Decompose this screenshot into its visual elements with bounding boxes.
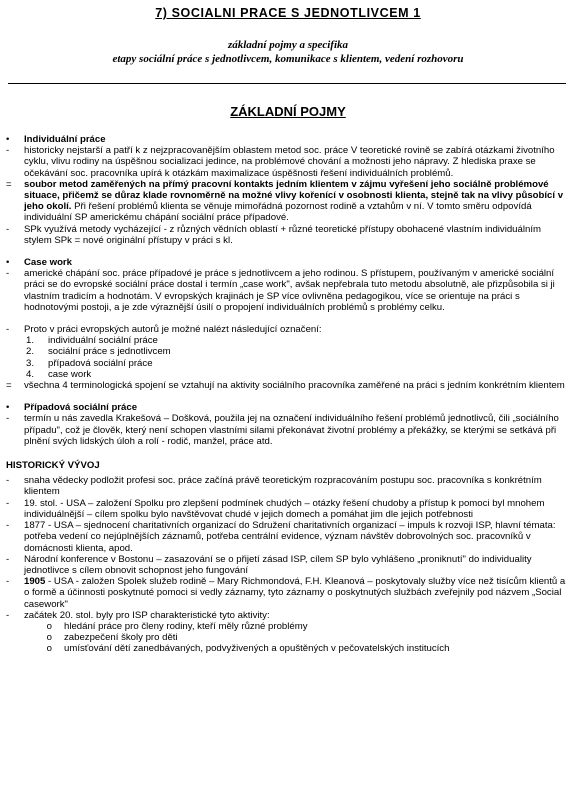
bold-text: soubor metod zaměřených na přímý pracovní kontakts jedním klientem v zájmu vyřešení jeho sociálně problémové situace, přičemž se důraz klade rovnoměrně na možné vlivy kořenící v osobnosti klienta, stejně tak na vlivy působící v jeho okolí. — [24, 178, 564, 213]
item-text: začátek 20. stol. byly pro ISP charakteristické tyto aktivity: — [24, 609, 270, 621]
list-item — [6, 498, 568, 520]
item-text: case work — [48, 368, 92, 380]
dash-marker: - — [6, 576, 10, 588]
item-text: SPk využívá metody vycházející - z různých vědních oblastí + různé teoretické přístupy obohacené vlastním individuálním stylem SPk = nové originální přístupy v práci s kl. — [24, 223, 541, 246]
item-text: historicky nejstarší a patří k z nejzpracovanějším oblastem metod soc. práce V teoretické rovině se zabírá otázkami životního cyklu, vlivu rodiny na úspěšnou socializaci jedince, na problémové chování a možnosti jeho nápravy. Z hlediska praxe se očekávání soc. pracovníka upírá k otázkám maximalizace úspěšnosti řešení individuálních problémů. — [24, 145, 555, 179]
item-number: 1. — [26, 335, 35, 347]
item-text: snaha vědecky podložit profesi soc. práce začíná právě teoretickým rozpracováním postupu soc. pracovníka s konkrétním klientem — [24, 475, 542, 498]
item-text: případová sociální práce — [48, 357, 153, 369]
dash-marker: - — [6, 475, 10, 487]
document-title: 7) SOCIALNI PRACE S JEDNOTLIVCEM 1 — [155, 6, 421, 20]
list-item — [6, 520, 568, 554]
item-text: 19. stol. - USA – založení Spolku pro zlepšení podmínek chudých – otázky řešení chudoby a přístup k pomoci byl mnohem individuálnější – cílem spolku bylo navštěvovat chudé v jejich domech a pomáhat jim dle jejich potřebnosti — [24, 497, 545, 520]
sub-list-item — [6, 632, 568, 643]
item-number: 2. — [26, 346, 35, 358]
list-item — [6, 145, 568, 179]
equals-marker: = — [6, 178, 12, 190]
dash-marker: - — [6, 413, 10, 425]
horizontal-rule — [8, 83, 566, 84]
spacer — [6, 447, 568, 458]
bullet-icon: • — [6, 402, 10, 414]
item-text: všechna 4 terminologická spojení se vztahují na aktivity sociálního pracovníka zaměřené na práci s jedním konkrétním klientem — [24, 380, 565, 392]
list-item — [6, 576, 568, 610]
numbered-item — [6, 346, 568, 357]
item-text: zabezpečení školy pro děti — [64, 632, 178, 644]
sub-list-item — [6, 621, 568, 632]
item-number: 4. — [26, 368, 35, 380]
item-text: sociální práce s jednotlivcem — [48, 346, 171, 358]
list-item — [6, 554, 568, 576]
item-text: Proto v práci evropských autorů je možné nalézt následující označení: — [24, 324, 322, 336]
item-text: hledání práce pro členy rodiny, kteří měly různé problémy — [64, 620, 308, 632]
document-subtitle — [0, 38, 576, 66]
section-heading: ZÁKLADNÍ POJMY — [230, 104, 346, 119]
item-text: individuální sociální práce — [48, 335, 158, 347]
dash-marker: - — [6, 223, 10, 235]
dash-marker: - — [6, 497, 10, 509]
item-text: soubor metod zaměřených na přímý pracovní kontakts jedním klientem v zájmu vyřešení jeho sociálně problémové situace, přičemž se důraz klade rovnoměrně na možné vlivy kořenící v osobnosti klienta, stejně tak na vlivy působící v jeho okolí. Při řešení problémů klienta se věnuje mimořádná pozornost rodině a vztahům v ní. V tomto směru odpovídá individuální SP americkému chápání sociální práce případové. — [24, 178, 564, 224]
sub-list-item — [6, 643, 568, 654]
numbered-item — [6, 358, 568, 369]
numbered-item — [6, 335, 568, 346]
item-number: 3. — [26, 357, 35, 369]
list-item — [6, 475, 568, 497]
list-item — [6, 324, 568, 335]
list-item — [6, 610, 568, 621]
item-text: Národní konference v Bostonu – zasazování se o přijetí zásad ISP, cílem SP bylo vyhlášeno „proniknutí" do individuality jednotlivce s cílem obnovit schopnost jeho fungování — [24, 553, 532, 576]
spacer — [6, 246, 568, 257]
circle-bullet-icon: o — [46, 620, 52, 632]
dash-marker: - — [6, 268, 10, 280]
dash-marker: - — [6, 553, 10, 565]
dash-marker: - — [6, 609, 10, 621]
subtitle-line-2: etapy sociální práce s jednotlivcem, komunikace s klientem, vedení rozhovoru — [112, 53, 464, 65]
list-item — [6, 413, 568, 447]
item-text: Případová sociální práce — [24, 402, 138, 414]
section-title: HISTORICKÝ VÝVOJ — [6, 460, 100, 472]
list-item — [6, 224, 568, 246]
document-body — [6, 134, 568, 655]
dash-marker: - — [6, 520, 10, 532]
item-text: 1905 - USA - založen Spolek služeb rodině – Mary Richmondová, F.H. Kleanová – poskytovaly služby více než tisícům klientů a o formě a účinnosti poskytnuté pomoci si vedly záznamy, tyto záznamy o poskytnutých službách zveřejnily pod názvem „Social casework" — [24, 576, 566, 610]
bullet-heading — [6, 257, 568, 268]
list-item — [6, 268, 568, 313]
circle-bullet-icon: o — [46, 643, 52, 655]
bullet-heading — [6, 134, 568, 145]
bullet-heading — [6, 402, 568, 413]
list-item — [6, 380, 568, 391]
item-text: Case work — [24, 257, 72, 269]
subtitle-line-1: základní pojmy a specifika — [227, 39, 349, 51]
item-text: umísťování dětí zanedbávaných, podvyživených a opuštěných v pečovatelských institucích — [64, 643, 450, 655]
equals-marker: = — [6, 380, 12, 392]
circle-bullet-icon: o — [46, 632, 52, 644]
spacer — [6, 313, 568, 324]
bold-text: 1905 — [24, 576, 46, 588]
item-text: Individuální práce — [24, 134, 106, 145]
dash-marker: - — [6, 145, 10, 157]
list-item — [6, 179, 568, 224]
item-text: americké chápání soc. práce případové je práce s jednotlivcem a jeho rodinou. S přístupem, používaným v americké sociální práci se do evropské sociální práce dostal i termín „case work", avšak nepřebrala tuto metodu absolutně, ale přizpůsobila si ji vlastním tradicím a hodnotám. V evropských krajinách je SP více ovlivněna pedagogikou, více se orientuje na práci s hodnotovými postoji, a je zde výraznější úsilí o propojení individuálních problémů s problémy celku. — [24, 268, 555, 313]
dash-marker: - — [6, 324, 10, 336]
numbered-item — [6, 369, 568, 380]
bullet-icon: • — [6, 257, 10, 269]
item-text: termín u nás zavedla Krakešová – Došková, použila jej na označení individuálního řešení problémů jednotlivců, čili „sociálního případu", což je člověk, který není schopen vlastními silami překonávat životní problémy a překážky, se kterými se setkává při plnění svých lidských úloh a rolí - rodič, manžel, práce atd. — [24, 413, 559, 447]
spacer — [6, 391, 568, 402]
item-text: 1877 - USA – sjednocení charitativních organizací do Sdružení charitativních organizací – impuls k rozvoji ISP, hlavní témata: potřeba vedení co nejúplnějších záznamů, potřeba centrální evidence, význam návštěv dobrovolných soc. pracovníků v domácnosti klienta, apod. — [24, 520, 556, 554]
bullet-icon: • — [6, 134, 10, 145]
